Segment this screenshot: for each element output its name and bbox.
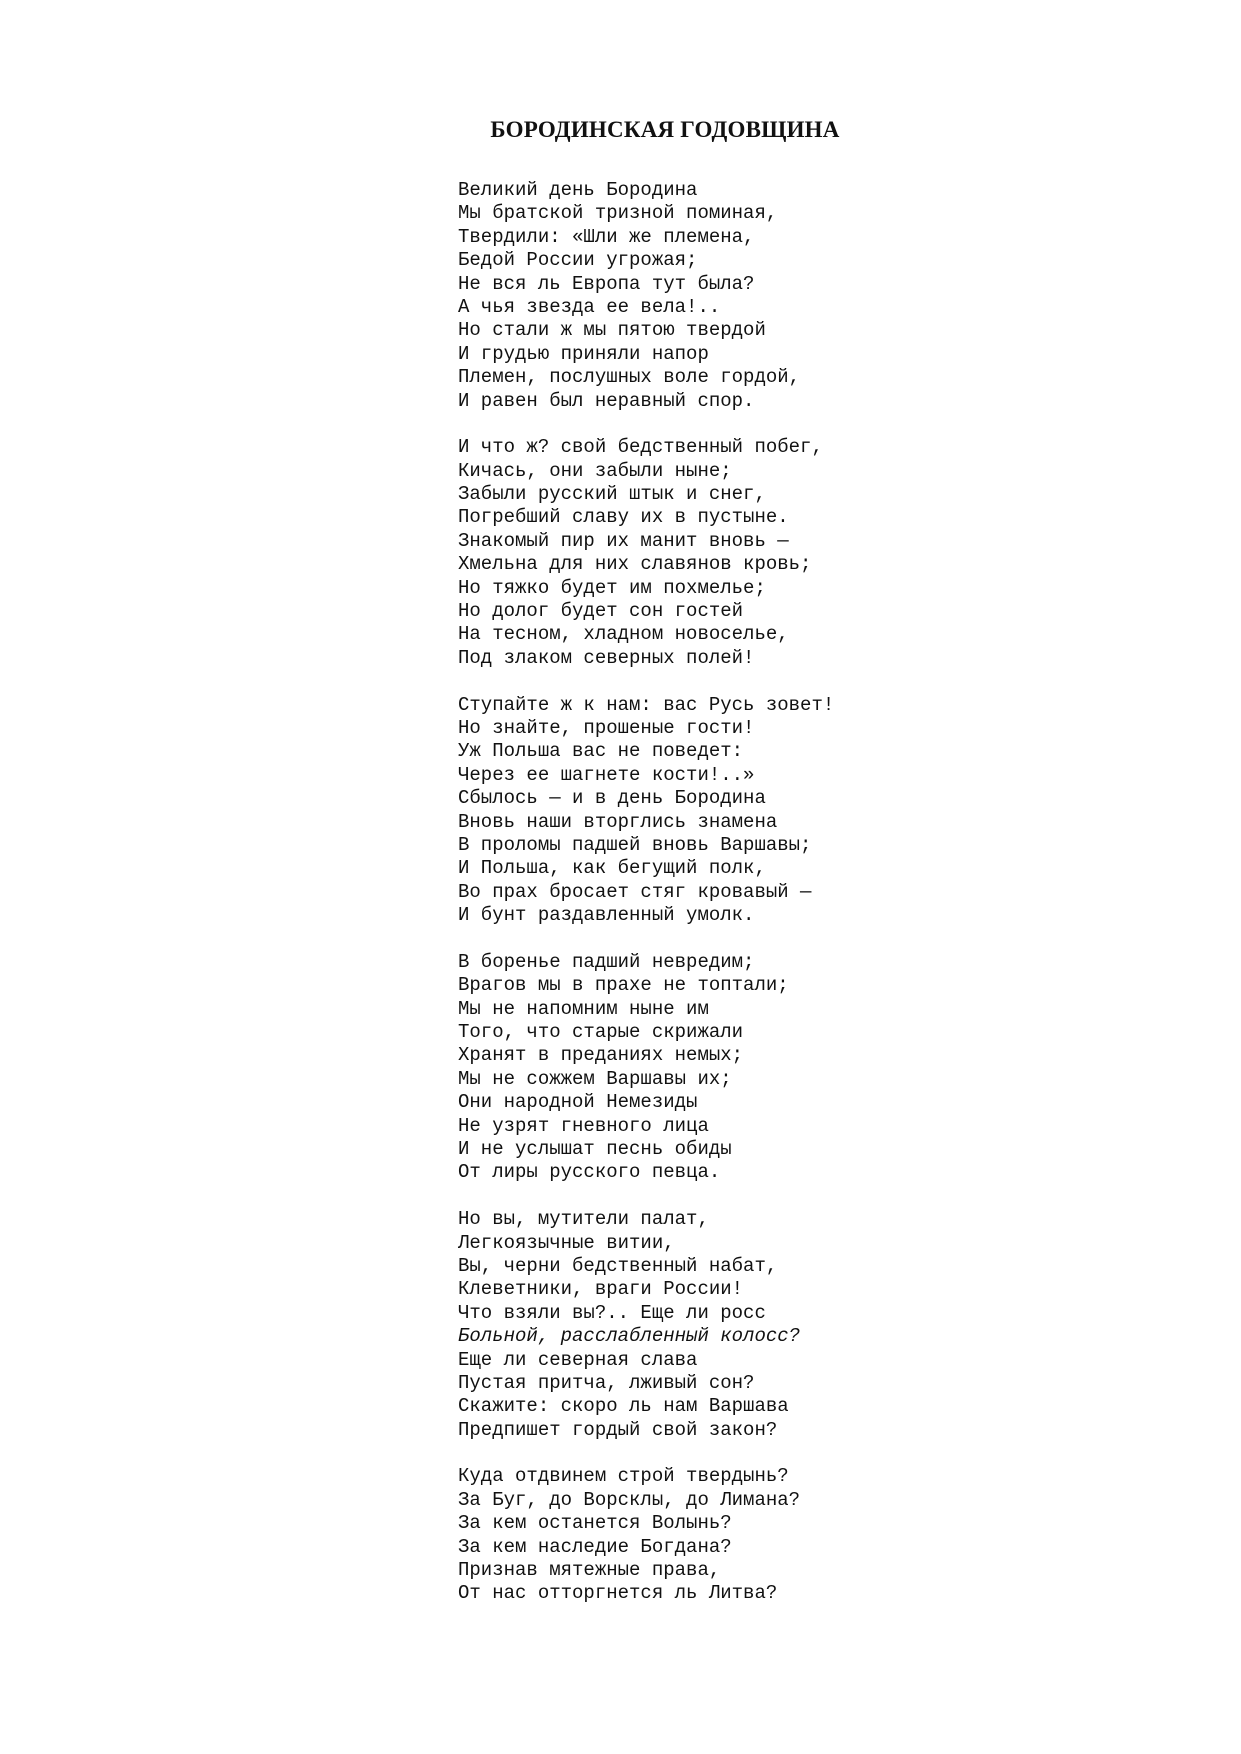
poem-line: Твердили: «Шли же племена, [458,225,755,248]
poem-line: Хранят в преданиях немых; [458,1044,744,1067]
poem-line: Через ее шагнете кости!..» [458,763,755,786]
poem-line: За Буг, до Ворсклы, до Лимана? [458,1488,801,1511]
poem-line: Вы, черни бедственный набат, [458,1254,778,1277]
poem-line: Но знайте, прошеные гости! [458,716,755,739]
poem-line: Бедой России угрожая; [458,249,698,272]
poem-line: Племен, послушных воле гордой, [458,366,801,389]
poem-line: Но вы, мутители палат, [458,1208,709,1231]
poem-line: Признав мятежные права, [458,1559,721,1582]
stanza-3 [458,694,834,928]
poem-line: Под злаком северных полей! [458,646,755,669]
poem-line: Скажите: скоро ль нам Варшава [458,1395,789,1418]
poem-line: Не вся ль Европа тут была? [458,272,755,295]
stanza-4 [458,951,834,1185]
poem-line: Ступайте ж к нам: вас Русь зовет! [458,693,835,716]
poem-line: Не узрят гневного лица [458,1114,709,1137]
stanza-6 [458,1465,834,1605]
poem-line: Но стали ж мы пятою твердой [458,319,766,342]
poem-line: Уж Польша вас не поведет: [458,740,744,763]
poem-line: От нас отторгнется ль Литва? [458,1582,778,1605]
poem-title: БОРОДИНСКАЯ ГОДОВЩИНА [490,117,840,142]
poem-line: Легкоязычные витии, [458,1231,675,1254]
poem-line: И бунт раздавленный умолк. [458,904,755,927]
poem-line: Вновь наши вторглись знамена [458,810,778,833]
poem-body [458,179,834,1606]
poem-line: Погребший славу их в пустыне. [458,506,789,529]
stanza-5 [458,1208,834,1442]
poem-line: Пустая притча, лживый сон? [458,1371,755,1394]
poem-line: На тесном, хладном новоселье, [458,623,789,646]
poem-line: В боренье падший невредим; [458,950,755,973]
poem-line: Что взяли вы?.. Еще ли росс [458,1301,766,1324]
poem-line: Мы не напомним ныне им [458,997,709,1020]
poem-line: Знакомый пир их манит вновь — [458,529,789,552]
poem-line: Но тяжко будет им похмелье; [458,576,766,599]
poem-line: Мы не сожжем Варшавы их; [458,1067,732,1090]
poem-line: И не услышат песнь обиды [458,1138,732,1161]
stanza-2 [458,436,834,670]
poem-line: А чья звезда ее вела!.. [458,295,721,318]
poem-line: Они народной Немезиды [458,1091,698,1114]
poem-line: И что ж? свой бедственный побег, [458,436,823,459]
poem-line: От лиры русского певца. [458,1161,721,1184]
poem-line: Великий день Бородина [458,179,698,201]
poem-line: В проломы падшей вновь Варшавы; [458,833,812,856]
poem-line: Во прах бросает стяг кровавый — [458,880,812,903]
poem-line: Клеветники, враги России! [458,1278,744,1301]
poem-line: Еще ли северная слава [458,1348,698,1371]
poem-line: Кичась, они забыли ныне; [458,459,732,482]
poem-line: Предпишет гордый свой закон? [458,1418,778,1441]
poem-line: И Польша, как бегущий полк, [458,857,766,880]
poem-line: Куда отдвинем строй твердынь? [458,1465,789,1488]
poem-line: Мы братской тризной поминая, [458,202,778,225]
poem-line: Забыли русский штык и снег, [458,483,766,506]
poem-line: За кем останется Волынь? [458,1512,732,1535]
poem-line-italic: Больной, расслабленный колосс? [458,1325,801,1348]
stanza-1 [458,179,834,413]
poem-line: Сбылось — и в день Бородина [458,787,766,810]
poem-line: И равен был неравный спор. [458,389,755,412]
poem-line: Но долог будет сон гостей [458,600,744,623]
poem-line: За кем наследие Богдана? [458,1535,732,1558]
poem-line: И грудью приняли напор [458,342,709,365]
poem-line: Врагов мы в прахе не топтали; [458,974,789,997]
poem-line: Хмельна для них славянов кровь; [458,553,812,576]
poem-line: Того, что старые скрижали [458,1021,744,1044]
